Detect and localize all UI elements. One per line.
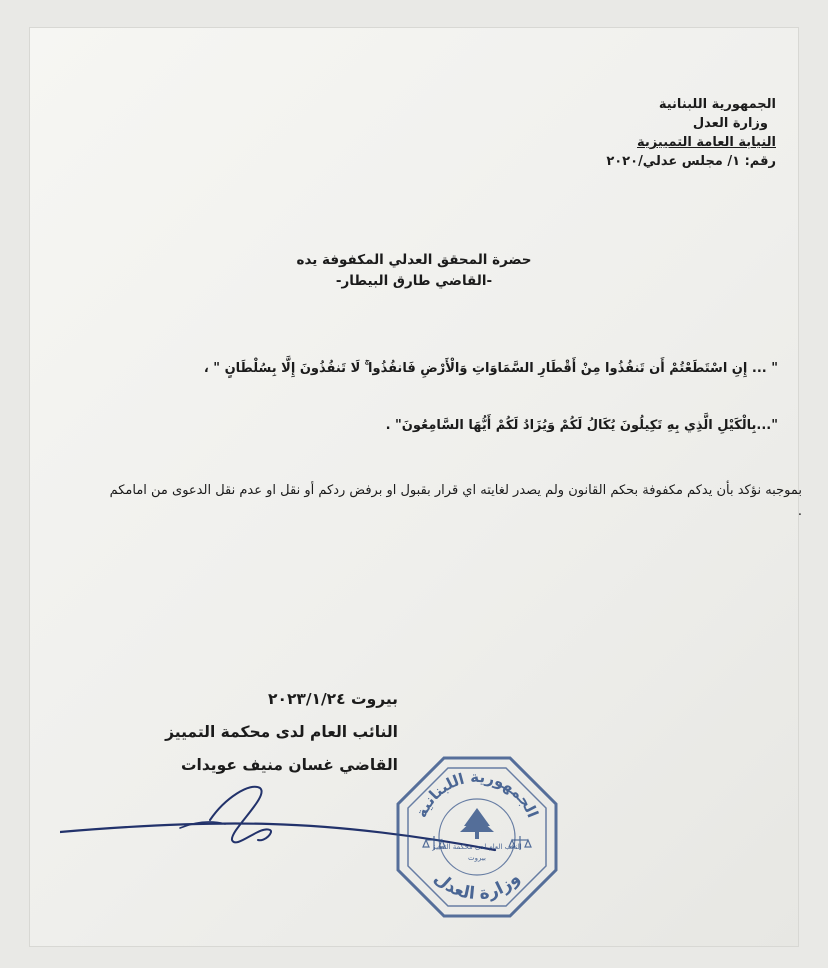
signature-block: [165, 683, 398, 782]
header-country: الجمهورية اللبنانية: [658, 97, 776, 112]
place-date: بيروت ٢٠٢٣/١/٢٤: [268, 690, 398, 708]
svg-text:وزارة العدل: [430, 868, 524, 904]
stamp-bottom-text: وزارة العدل: [429, 868, 525, 905]
header-ministry: وزارة العدل: [692, 116, 768, 131]
addressee-title: حضرة المحقق العدلي المكفوفة يده: [296, 252, 532, 268]
quran-verse-1: " ... إِنِ اسْتَطَعْتُمْ أَن تَنفُذُوا مِنْ أَقْطَارِ السَّمَاوَاتِ وَالْأَرْضِ فَانفُذُوا ۚ لَا تَنفُذُونَ إِلَّا بِسُلْطَانٍ " ،: [203, 361, 778, 376]
quran-verse-2: "...بِالْكَيْلِ الَّذِي بِهِ تَكِيلُونَ يُكَالُ لَكُمْ وَيُزَادُ لَكُمْ أَيُّهَا السَّامِعُونَ" .: [385, 418, 778, 433]
signatory-name: القاضي غسان منيف عويدات: [180, 756, 398, 774]
body-paragraph: بموجبه نؤكد بأن يدكم مكفوفة بحكم القانون ولم يصدر لغايته اي قرار بقبول او برفض ردكم أو نقل او عدم نقل الدعوى من امامكم .: [109, 483, 802, 519]
cedar-icon: [460, 808, 494, 839]
stamp-top-text: الجمهورية اللبنانية: [412, 767, 542, 821]
addressee-block: [0, 250, 828, 292]
addressee-name: -القاضي طارق البيطار-: [335, 273, 493, 289]
stamp-inner-text: النائب العام لدى محكمة التمييز: [432, 843, 522, 851]
official-stamp: [392, 752, 562, 922]
header-department: النيابة العامة التمييزية: [637, 135, 776, 150]
stamp-city: بيروت: [468, 854, 486, 862]
letterhead: [606, 95, 776, 171]
signatory-title: النائب العام لدى محكمة التمييز: [165, 723, 398, 741]
header-reference: رقم: ١/ مجلس عدلي/٢٠٢٠: [606, 154, 776, 169]
